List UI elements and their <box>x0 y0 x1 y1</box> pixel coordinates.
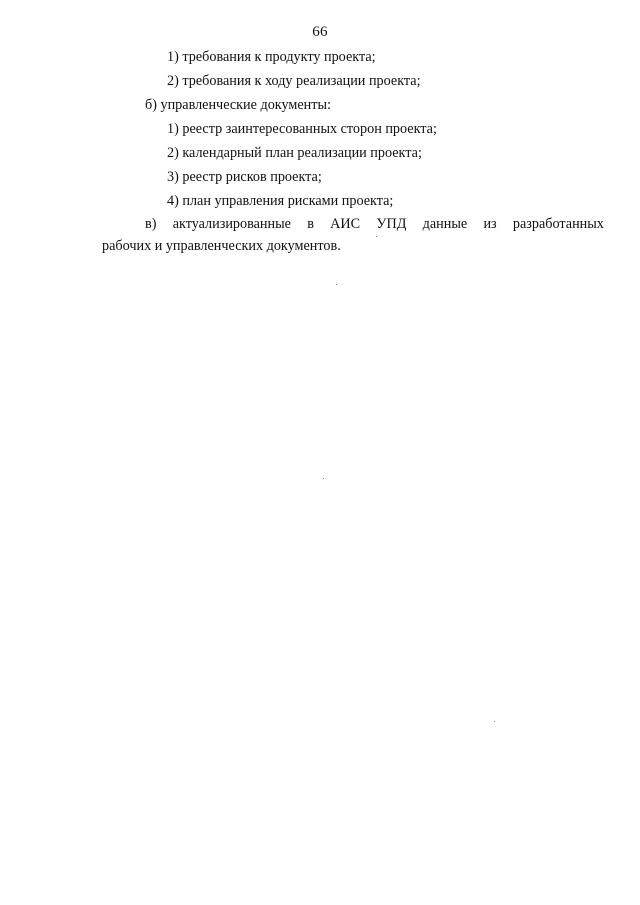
paragraph-word: УПД <box>376 216 407 232</box>
paragraph-word: в <box>307 216 314 232</box>
section-marker: в) <box>145 216 157 232</box>
paragraph-line <box>102 213 604 235</box>
paragraph-word: данные <box>422 216 468 232</box>
paragraph-word: разработанных <box>512 216 604 232</box>
item-text: план управления рисками проекта; <box>182 193 394 209</box>
page-number: 66 <box>312 24 328 40</box>
item-marker: 2) <box>167 73 179 89</box>
scan-speck <box>336 284 337 285</box>
item-marker: 1) <box>167 121 179 137</box>
paragraph-word: АИС <box>330 216 361 232</box>
paragraph-line: рабочих и управленческих документов. <box>102 238 341 254</box>
section-marker: б) <box>145 97 157 113</box>
section-v-paragraph <box>102 213 604 257</box>
item-text: требования к продукту проекта; <box>182 49 376 65</box>
list-item <box>167 192 393 210</box>
scan-speck <box>376 236 377 237</box>
list-item <box>167 144 422 162</box>
section-b-heading <box>145 96 331 114</box>
item-marker: 1) <box>167 49 179 65</box>
paragraph-word: актуализированные <box>172 216 291 232</box>
item-text: календарный план реализации проекта; <box>182 145 422 161</box>
item-marker: 4) <box>167 193 179 209</box>
item-text: требования к ходу реализации проекта; <box>182 73 421 89</box>
paragraph-word: из <box>483 216 497 232</box>
item-marker: 2) <box>167 145 179 161</box>
list-item <box>167 72 421 90</box>
list-item <box>167 120 437 138</box>
scan-speck <box>494 721 495 722</box>
section-text: управленческие документы: <box>160 97 331 113</box>
list-item <box>167 168 322 186</box>
scan-speck <box>323 478 324 479</box>
item-text: реестр рисков проекта; <box>182 169 322 185</box>
list-item <box>167 48 376 66</box>
item-text: реестр заинтересованных сторон проекта; <box>182 121 437 137</box>
item-marker: 3) <box>167 169 179 185</box>
